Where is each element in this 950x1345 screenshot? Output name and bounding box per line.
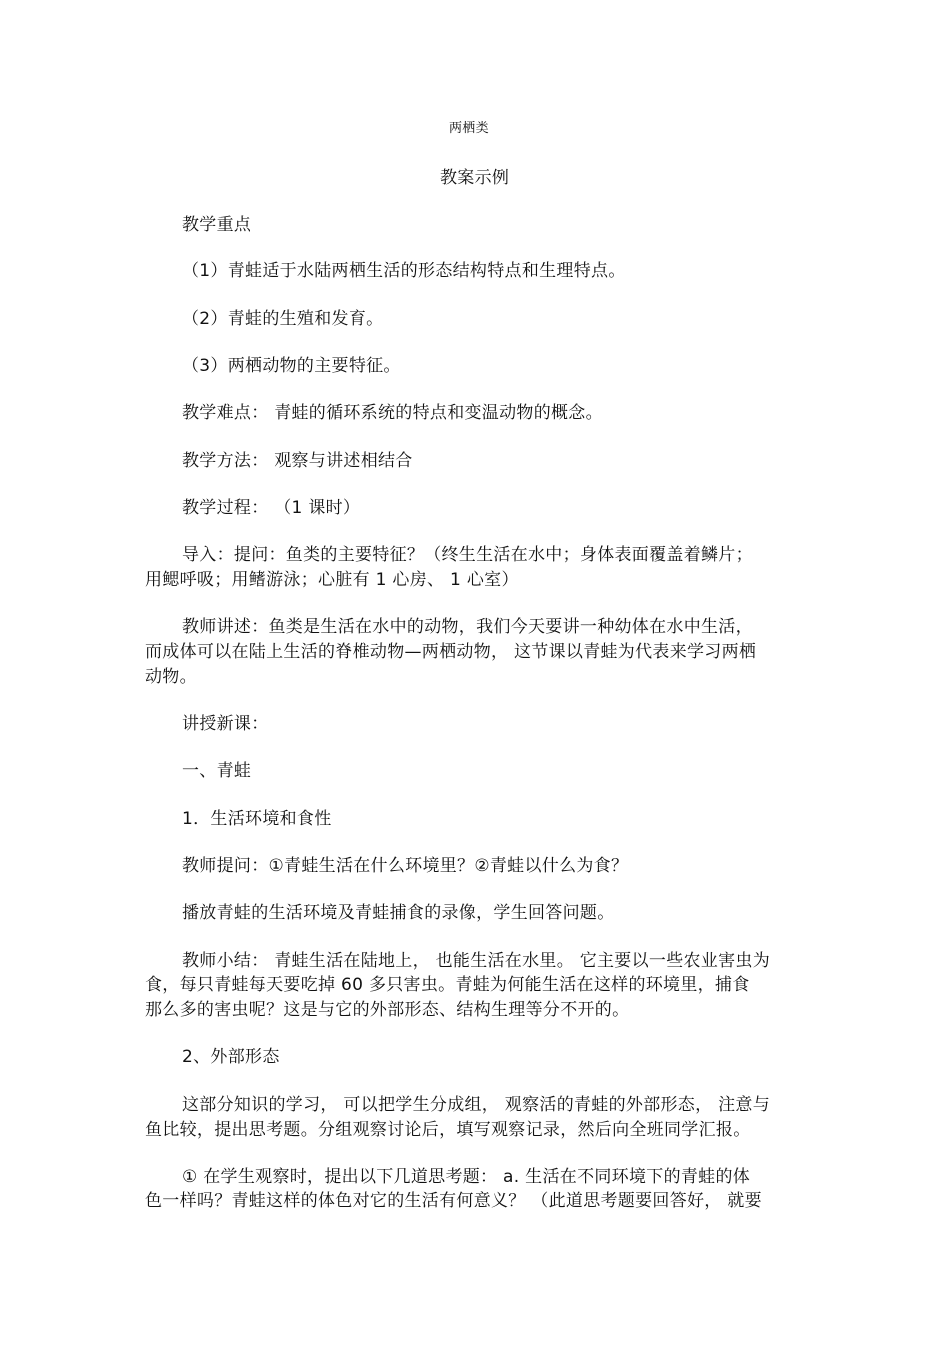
intro-paragraph-line: 导入：提问：鱼类的主要特征？（终生生活在水中；身体表面覆盖着鳞片；	[182, 545, 753, 565]
morphology-paragraph-line: 鱼比较，提出思考题。分组观察讨论后，填写观察记录，然后向全班同学汇报。	[145, 1120, 751, 1140]
intro-paragraph-line: 用鳃呼吸；用鳍游泳；心脏有 1 心房、 1 心室）	[145, 570, 519, 590]
lecture-paragraph-line: 动物。	[145, 667, 197, 687]
summary-paragraph-line: 教师小结： 青蛙生活在陆地上， 也能生活在水里。 它主要以一些农业害虫为	[182, 951, 771, 971]
method-line: 教学方法： 观察与讲述相结合	[182, 451, 413, 471]
question-paragraph-line: 色一样吗？青蛙这样的体色对它的生活有何意义？ （此道思考题要回答好， 就要	[145, 1191, 762, 1211]
document-title: 教案示例	[440, 168, 510, 188]
teacher-question-line: 教师提问：①青蛙生活在什么环境里？②青蛙以什么为食？	[182, 856, 629, 876]
document-header: 两栖类	[449, 121, 489, 136]
key-point-2: （2）青蛙的生殖和发育。	[182, 309, 384, 329]
difficulty-line: 教学难点： 青蛙的循环系统的特点和变温动物的概念。	[182, 403, 603, 423]
subsection-morphology-heading: 2、外部形态	[182, 1047, 280, 1067]
section-one-heading: 一、青蛙	[182, 761, 252, 781]
lecture-paragraph-line: 教师讲述：鱼类是生活在水中的动物，我们今天要讲一种幼体在水中生活，	[182, 617, 753, 637]
subsection-habitat-heading: 1．生活环境和食性	[182, 809, 332, 829]
key-point-3: （3）两栖动物的主要特征。	[182, 356, 401, 376]
morphology-paragraph-line: 这部分知识的学习， 可以把学生分成组， 观察活的青蛙的外部形态， 注意与	[182, 1095, 771, 1115]
video-line: 播放青蛙的生活环境及青蛙捕食的录像，学生回答问题。	[182, 903, 615, 923]
process-line: 教学过程： （1 课时）	[182, 498, 361, 518]
section-heading-key-points: 教学重点	[182, 215, 252, 235]
lecture-paragraph-line: 而成体可以在陆上生活的脊椎动物—两栖动物， 这节课以青蛙为代表来学习两栖	[145, 642, 757, 662]
question-paragraph-line: ① 在学生观察时，提出以下几道思考题： a. 生活在不同环境下的青蛙的体	[182, 1167, 751, 1187]
new-lesson-heading: 讲授新课：	[182, 714, 269, 734]
summary-paragraph-line: 那么多的害虫呢？这是与它的外部形态、结构生理等分不开的。	[145, 1000, 630, 1020]
key-point-1: （1）青蛙适于水陆两栖生活的形态结构特点和生理特点。	[182, 261, 626, 281]
summary-paragraph-line: 食，每只青蛙每天要吃掉 60 多只害虫。青蛙为何能生活在这样的环境里，捕食	[145, 975, 750, 995]
